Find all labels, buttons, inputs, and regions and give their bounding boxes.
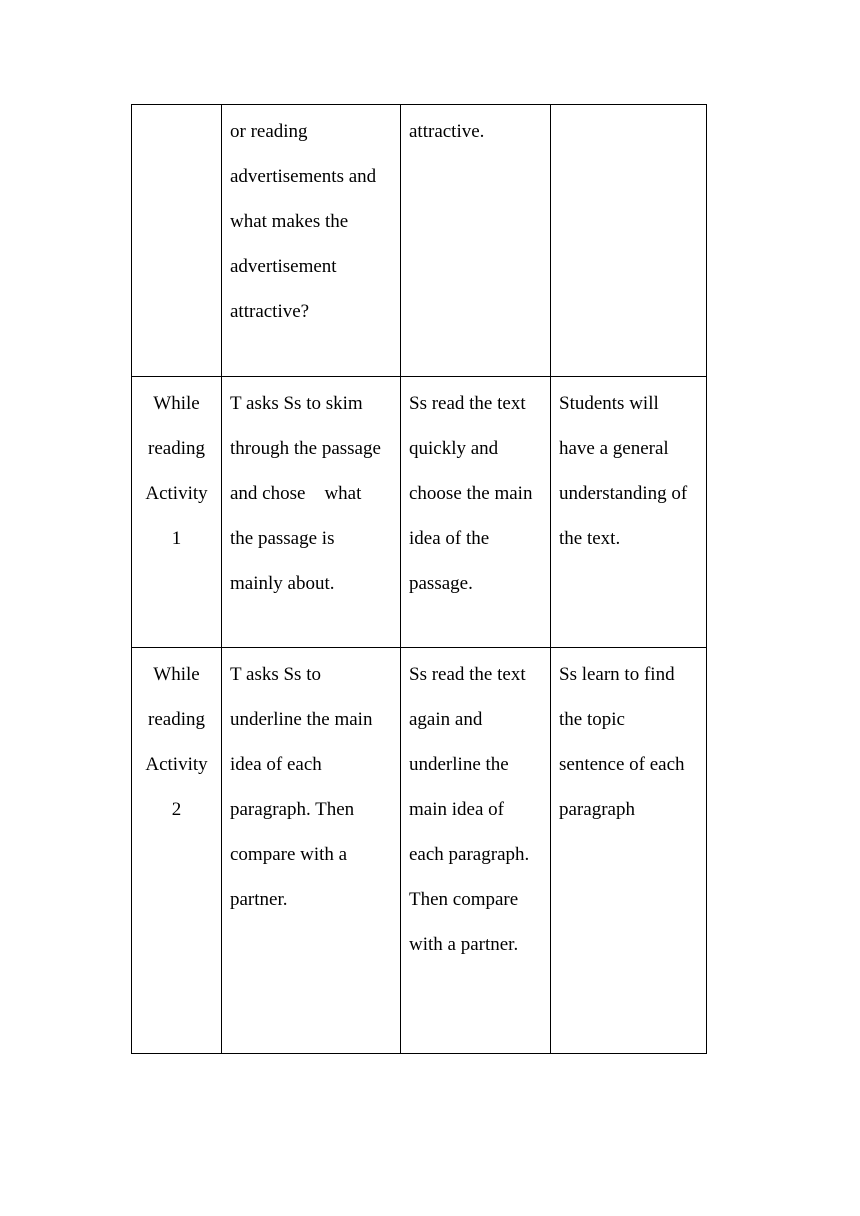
cell-text-line: main idea of [409,799,504,820]
student-activity-cell [401,648,551,1054]
cell-text-line: reading [148,709,205,730]
cell-text-line: Activity [145,483,208,504]
stage-cell [132,105,222,377]
purpose-cell [551,377,707,648]
cell-text-line: Students will [559,393,659,414]
cell-text-line: paragraph [559,799,635,820]
cell-text-line: the text. [559,528,621,549]
table-row [132,377,707,648]
cell-text-line: underline the main [230,709,373,730]
cell-text-line: or reading [230,121,308,142]
cell-text-line: T asks Ss to skim [230,393,363,414]
cell-text-line: the topic [559,709,625,730]
table-row [132,105,707,377]
cell-text-line: through the passage [230,438,381,459]
table-row [132,648,707,1054]
cell-text-line: While [153,393,200,414]
purpose-cell [551,105,707,377]
cell-text-line: partner. [230,889,288,910]
cell-text-line: paragraph. Then [230,799,355,820]
cell-text-line: understanding of [559,483,688,504]
cell-text-line: While [153,664,200,685]
cell-text-line: underline the [409,754,509,775]
cell-text-line: 2 [171,799,182,820]
cell-text-line: with a partner. [409,934,519,955]
cell-text-line: Activity [145,754,208,775]
cell-text-line: T asks Ss to [230,664,321,685]
stage-cell [132,648,222,1054]
cell-text-line: again and [409,709,483,730]
cell-text-line: advertisements and [230,166,377,187]
cell-text-line: reading [148,438,205,459]
cell-text-line: sentence of each [559,754,685,775]
teacher-activity-cell [222,377,401,648]
cell-text-line: and chose what [230,483,362,504]
cell-text-line: Ss learn to find [559,664,675,685]
cell-text-line: idea of the [409,528,490,549]
student-activity-cell [401,377,551,648]
cell-text-line: mainly about. [230,573,335,594]
stage-cell [132,377,222,648]
cell-text-line: idea of each [230,754,322,775]
cell-text-line: Ss read the text [409,393,526,414]
cell-text-line: each paragraph. [409,844,530,865]
teacher-activity-cell [222,648,401,1054]
teacher-activity-cell [222,105,401,377]
cell-text-line: the passage is [230,528,335,549]
cell-text-line: what makes the [230,211,349,232]
cell-text-line: Then compare [409,889,519,910]
student-activity-cell [401,105,551,377]
cell-text-line: compare with a [230,844,348,865]
cell-text-line: Ss read the text [409,664,526,685]
cell-text-line: attractive? [230,301,310,322]
lesson-plan-table [131,104,707,1054]
cell-text-line: choose the main [409,483,533,504]
cell-text-line: attractive. [409,121,485,142]
cell-text-line: advertisement [230,256,337,277]
cell-text-line: quickly and [409,438,499,459]
cell-text-line: 1 [171,528,182,549]
purpose-cell [551,648,707,1054]
cell-text-line: passage. [409,573,473,594]
cell-text-line: have a general [559,438,669,459]
